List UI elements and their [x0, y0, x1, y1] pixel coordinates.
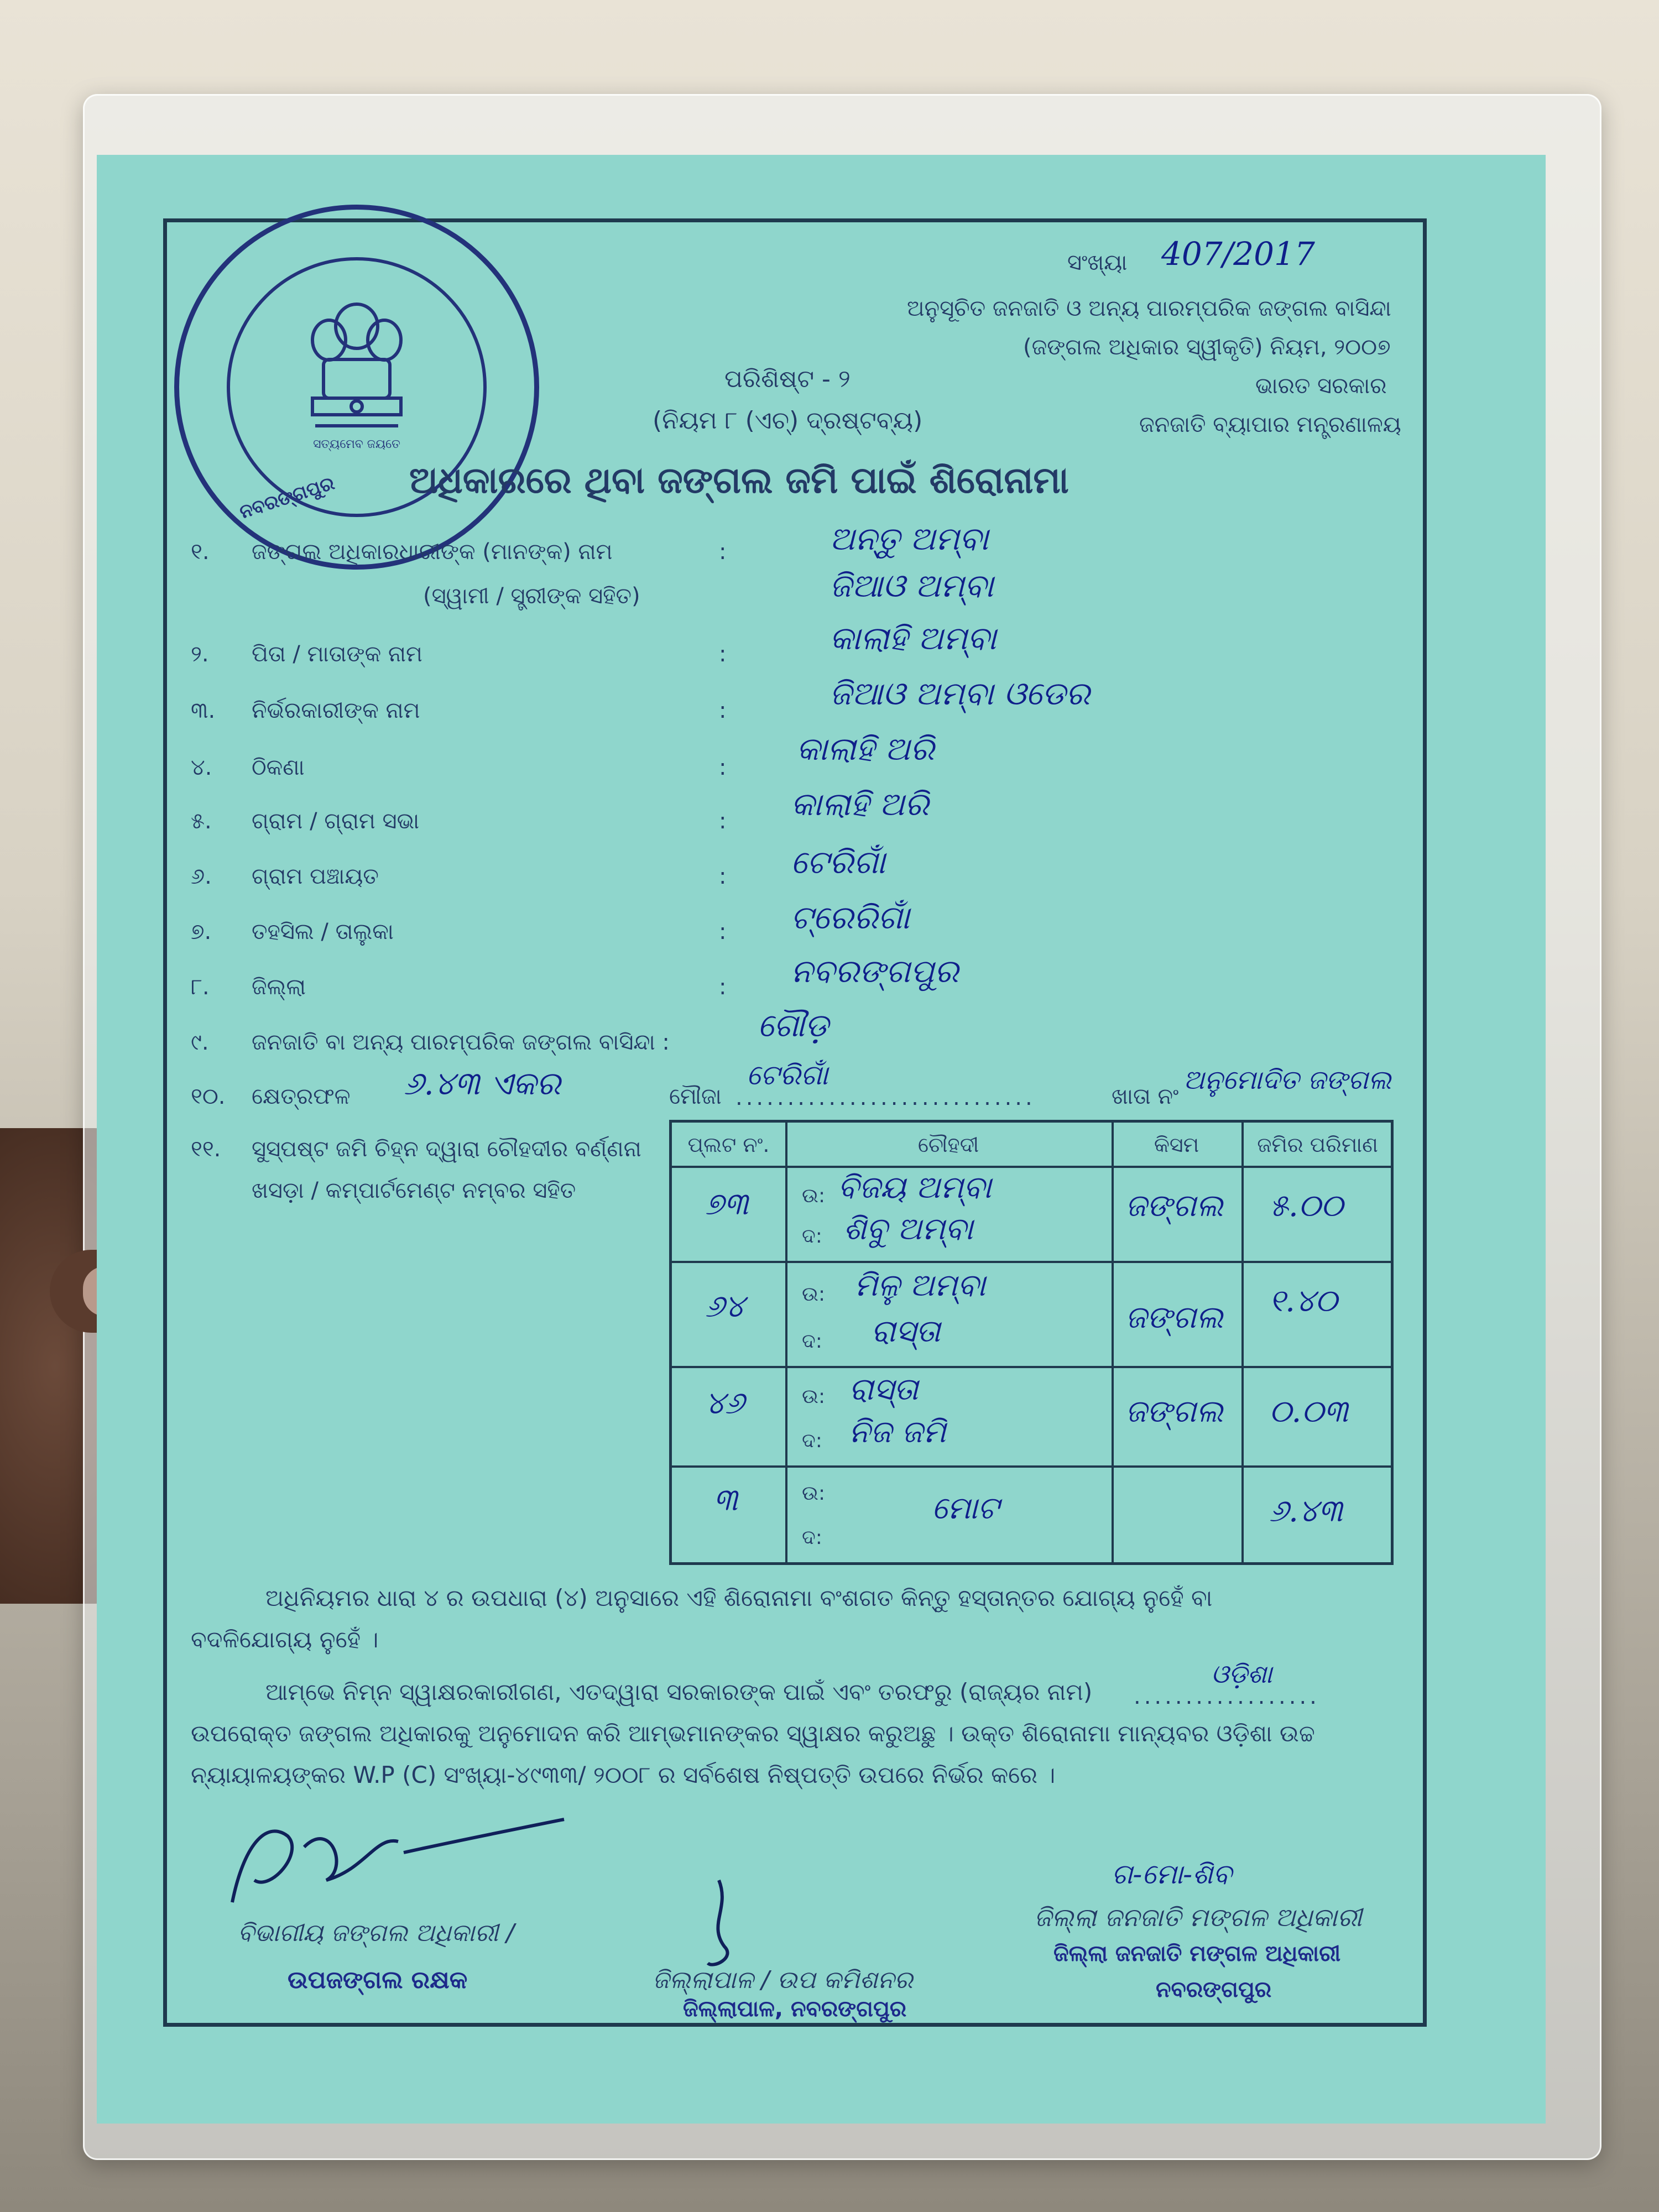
- land-area: ୦.୦୩: [1269, 1394, 1348, 1430]
- seal-motto: ସତ୍ୟମେବ ଜୟତେ: [313, 437, 400, 451]
- panchayat-value: ଟେରିଗାଁ: [791, 843, 885, 881]
- col-header-boundary: ଚୌହଦୀ: [917, 1133, 979, 1157]
- dtwo-stamp-line2: ନବରଙ୍ଗପୁର: [1156, 1977, 1272, 2002]
- row-divider-2: [672, 1366, 1391, 1368]
- land-type: ଜଙ୍ଗଲ: [1125, 1188, 1223, 1224]
- declaration-line2: ଉପରୋକ୍ତ ଜଙ୍ଗଲ ଅଧିକାରକୁ ଅନୁମୋଦନ କରି ଆମ୍ଭମାନଙ୍କର ସ୍ୱାକ୍ଷର କରୁଅଛୁ । ଉକ୍ତ ଶିରୋନାମା ମାନ୍ୟବର ଓଡ଼ିଶା ଉଚ୍ଚ: [191, 1720, 1315, 1747]
- field-4-num: ୪.: [191, 755, 212, 780]
- row-divider-3: [672, 1465, 1391, 1468]
- field-2-num: ୨.: [191, 641, 209, 667]
- field-1b-label: (ସ୍ୱାମୀ / ସ୍ତ୍ରୀଙ୍କ ସହିତ): [423, 583, 640, 609]
- north-boundary: ମିଳୁ ଅମ୍ବା: [854, 1267, 986, 1303]
- certificate-title: ଅଧିକାରରେ ଥିବା ଜଙ୍ଗଲ ଜମି ପାଇଁ ଶିରୋନାମା: [409, 459, 1069, 502]
- national-emblem-icon: [293, 288, 420, 453]
- field-4-colon: :: [719, 755, 727, 780]
- field-5-colon: :: [719, 808, 727, 834]
- field-10-num: ୧୦.: [191, 1084, 226, 1109]
- south-label: ଦ:: [802, 1430, 822, 1452]
- field-7-label: ତହସିଲ / ତାଲୁକା: [252, 919, 394, 945]
- dfo-designation: ବିଭାଗୀୟ ଜଙ୍ଗଲ ଅଧିକାରୀ /: [238, 1919, 515, 1947]
- dependent-name: ଜିଆଓ ଅମ୍ବା ଓଡେର: [830, 675, 1090, 712]
- north-boundary: ବିଜୟ ଅମ୍ବା: [838, 1170, 992, 1206]
- boundary-label: ସୁସ୍ପଷ୍ଟ ଜମି ଚିହ୍ନ ଦ୍ୱାରା ଚୌହଦୀର ବର୍ଣ୍ଣନା: [252, 1136, 641, 1162]
- north-boundary: ରାସ୍ତା: [849, 1371, 919, 1407]
- col-header-plot: ପ୍ଲଟ ନଂ.: [687, 1133, 770, 1157]
- address-value: କାଲାହି ଅରି: [796, 730, 935, 768]
- plot-count: ୩: [713, 1482, 738, 1518]
- land-area: ୧.୪୦: [1269, 1283, 1338, 1319]
- field-5-num: ୫.: [191, 808, 212, 834]
- land-type: ଜଙ୍ଗଲ: [1125, 1300, 1223, 1335]
- field-8-num: ୮.: [191, 974, 210, 1000]
- field-1-num: ୧.: [191, 539, 210, 565]
- annex-label: ପରିଶିଷ୍ଟ - ୨: [724, 365, 851, 393]
- rule-reference: (ନିୟମ ୮ (ଏଚ୍) ଦ୍ରଷ୍ଟବ୍ୟ): [653, 406, 923, 435]
- field-7-num: ୭.: [191, 919, 212, 945]
- field-11-num: ୧୧.: [191, 1136, 221, 1162]
- area-value: ୬.୪୩ ଏକର: [404, 1065, 561, 1102]
- field-3-num: ୩.: [191, 698, 216, 723]
- header-ministry: ଜନଜାତି ବ୍ୟାପାର ମନ୍ତ୍ରଣାଳୟ: [1139, 412, 1401, 437]
- plot-table: [669, 1120, 1394, 1565]
- khata-value: ଅନୁମୋଦିତ ଜଙ୍ଗଲ: [1183, 1065, 1391, 1095]
- village-value: କାଲାହି ଅରି: [791, 785, 929, 823]
- collector-signature: [691, 1875, 758, 1974]
- seal-text: ନବରଙ୍ଗପୁର: [237, 472, 337, 524]
- field-6-label: ଗ୍ରାମ ପଞ୍ଚାୟତ: [252, 864, 379, 889]
- field-2-label: ପିତା / ମାତାଙ୍କ ନାମ: [252, 641, 422, 667]
- field-3-label: ନିର୍ଭରକାରୀଙ୍କ ନାମ: [252, 698, 420, 723]
- plot-number: ୪୬: [705, 1385, 745, 1421]
- col-divider-2: [1112, 1123, 1114, 1562]
- header-act-line1: ଅନୁସୂଚିତ ଜନଜାତି ଓ ଅନ୍ୟ ପାରମ୍ପରିକ ଜଙ୍ଗଲ ବାସିନ୍ଦା: [907, 296, 1391, 321]
- area-label: କ୍ଷେତ୍ରଫଳ: [252, 1084, 351, 1109]
- parent-name: କାଲାହି ଅମ୍ବା: [830, 619, 997, 657]
- mouza-dots: .............................: [735, 1085, 1036, 1110]
- field-1-label: ଜଙ୍ଗଲ ଅଧିକାରଧାରୀଙ୍କ (ମାନଙ୍କ) ନାମ: [252, 539, 613, 565]
- field-3-colon: :: [719, 698, 727, 723]
- north-label: ଉ:: [802, 1185, 826, 1207]
- south-label: ଦ:: [802, 1225, 822, 1248]
- total-area: ୬.୪୩: [1269, 1493, 1343, 1529]
- south-label: ଦ:: [802, 1330, 822, 1353]
- state-dots: ..................: [1134, 1684, 1320, 1709]
- collector-stamp: ଜିଲ୍ଲାପାଳ, ନବରଙ୍ଗପୁର: [683, 1996, 907, 2022]
- declaration-line3: ନ୍ୟାୟାଳୟଙ୍କର W.P (C) ସଂଖ୍ୟା-୪୯୩୩/ ୨୦୦୮ ର ସର୍ବଶେଷ ନିଷ୍ପତ୍ତି ଉପରେ ନିର୍ଭର କରେ ।: [191, 1761, 1056, 1788]
- col-divider-3: [1241, 1123, 1244, 1562]
- col-header-kisam: କିସମ: [1154, 1133, 1199, 1157]
- land-area: ୫.୦୦: [1269, 1188, 1343, 1224]
- dfo-subtitle: ଉପଜଙ୍ଗଲ ରକ୍ଷକ: [288, 1966, 468, 1994]
- mouza-value: ଟେରିଗାଁ: [747, 1059, 828, 1091]
- khasra-label: ଖସଡ଼ା / କମ୍ପାର୍ଟମେଣ୍ଟ ନମ୍ବର ସହିତ: [252, 1178, 576, 1203]
- dtwo-stamp-line1: ଜିଲ୍ଲା ଜନଜାତି ମଙ୍ଗଳ ଅଧିକାରୀ: [1053, 1941, 1341, 1966]
- south-label: ଦ:: [802, 1526, 822, 1549]
- legal-note-line2: ବଦଳିଯୋଗ୍ୟ ନୁହେଁ ।: [191, 1626, 379, 1653]
- col-header-area: ଜମିର ପରିମାଣ: [1257, 1133, 1378, 1157]
- dfo-signature: [221, 1803, 581, 1930]
- header-govt: ଭାରତ ସରକାର: [1255, 373, 1387, 399]
- field-7-colon: :: [719, 919, 727, 945]
- holder-name: ଅନ୍ତୁ ଅମ୍ବା: [830, 520, 989, 557]
- plot-number: ୭୩: [705, 1186, 749, 1222]
- mouza-label: ମୌଜା: [669, 1084, 722, 1109]
- north-label: ଉ:: [802, 1385, 826, 1408]
- field-5-label: ଗ୍ରାମ / ଗ୍ରାମ ସଭା: [252, 808, 420, 834]
- field-1-colon: :: [719, 539, 727, 565]
- total-label: ମୋଟ: [932, 1490, 999, 1526]
- khata-label: ଖାତା ନଂ: [1112, 1084, 1179, 1109]
- dtwo-signature: ଗ-ମୋ-ଶିବ: [1112, 1858, 1232, 1890]
- header-divider: [672, 1166, 1391, 1168]
- serial-number: 407/2017: [1161, 235, 1315, 273]
- dtwo-designation: ଜିଲ୍ଲା ଜନଜାତି ମଙ୍ଗଳ ଅଧିକାରୀ: [1034, 1902, 1362, 1932]
- field-8-colon: :: [719, 974, 727, 1000]
- collector-designation: ଜିଲ୍ଲାପାଳ / ଉପ କମିଶନର: [653, 1966, 913, 1994]
- field-9-num: ୯.: [191, 1030, 209, 1055]
- field-8-label: ଜିଲ୍ଲା: [252, 974, 306, 1000]
- field-2-colon: :: [719, 641, 727, 667]
- field-6-colon: :: [719, 864, 727, 889]
- field-4-label: ଠିକଣା: [252, 755, 305, 780]
- field-9-label: ଜନଜାତି ବା ଅନ୍ୟ ପାରମ୍ପରିକ ଜଙ୍ଗଲ ବାସିନ୍ଦା :: [252, 1030, 670, 1055]
- tahasil-value: ଟ୍ରେରିଗାଁ: [791, 899, 910, 936]
- field-6-num: ୬.: [191, 864, 212, 889]
- district-value: ନବରଙ୍ଗପୁର: [791, 952, 959, 990]
- tribe-value: ଗୌଡ଼: [758, 1006, 829, 1044]
- legal-note-line1: ଅଧିନିୟମର ଧାରା ୪ ର ଉପଧାରା (୪) ଅନୁସାରେ ଏହି ଶିରୋନାମା ବଂଶଗତ କିନ୍ତୁ ହସ୍ତାନ୍ତର ଯୋଗ୍ୟ ନୁହେଁ ବା: [265, 1584, 1213, 1611]
- state-name: ଓଡ଼ିଶା: [1211, 1659, 1272, 1689]
- col-divider-1: [785, 1123, 787, 1562]
- plot-number: ୬୪: [705, 1288, 745, 1324]
- land-type: ଜଙ୍ଗଲ: [1125, 1394, 1223, 1430]
- south-boundary: ଶିବୁ ଅମ୍ବା: [843, 1211, 973, 1247]
- south-boundary: ନିଜ ଜମି: [849, 1414, 946, 1450]
- declaration-line1: ଆମ୍ଭେ ନିମ୍ନ ସ୍ୱାକ୍ଷରକାରୀଗଣ, ଏତଦ୍ୱାରା ସରକାରଙ୍କ ପାଇଁ ଏବଂ ତରଫରୁ (ରାଜ୍ୟର ନାମ): [265, 1678, 1093, 1705]
- north-label: ଉ:: [802, 1482, 826, 1505]
- north-label: ଉ:: [802, 1283, 826, 1306]
- header-act-line2: (ଜଙ୍ଗଲ ଅଧିକାର ସ୍ୱୀକୃତି) ନିୟମ, ୨୦୦୭: [1023, 335, 1391, 360]
- row-divider-1: [672, 1261, 1391, 1263]
- serial-label: ସଂଖ୍ୟା: [1067, 250, 1128, 275]
- spouse-name: ଜିଆଓ ଅମ୍ବା: [830, 567, 994, 604]
- south-boundary: ରାସ୍ତା: [871, 1313, 941, 1349]
